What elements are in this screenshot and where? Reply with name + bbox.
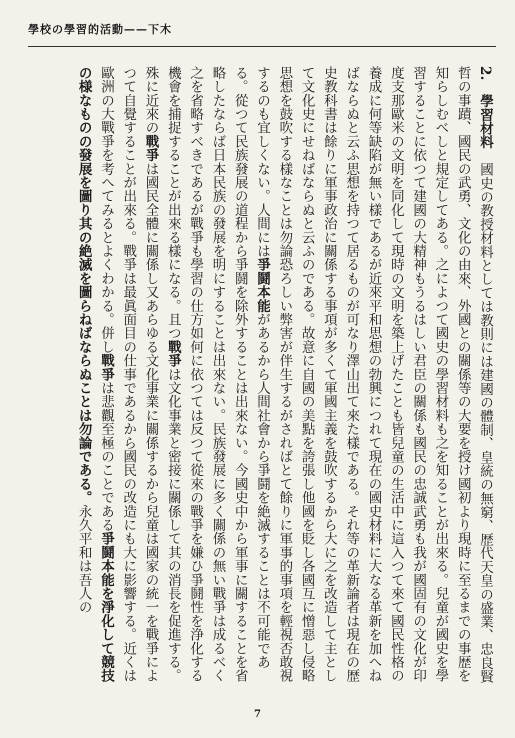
paragraph-part-g: 永久平和は吾人の: [75, 504, 92, 615]
section-title: 學習材料: [477, 94, 493, 150]
paragraph-part-d: は文化事業と密接に關係して其の消長を促進する。殊に近來の: [142, 66, 181, 683]
page-number: 7: [254, 709, 261, 720]
header-rule: [28, 46, 496, 47]
emphasis-purify-instinct: 爭鬪本能を淨化して競技の様なものの發展を圖り其の絶滅を圖らねばならぬことは勿論である。: [75, 66, 114, 683]
emphasis-war-3: 戰爭: [97, 353, 114, 382]
paragraph-part-e: は國民全體に關係し又あらゆる文化事業に關係するから兒童は國家の統一を戰爭によつて自覺することが出來る。戰爭は最眞面目の仕事であるから國民の改造にも大に影響する。近くは歐洲の大戰爭を考へてみるとよくわかる。併し: [97, 66, 159, 683]
emphasis-struggle-instinct: 爭鬪本能: [254, 257, 271, 313]
paragraph-part-f: は悲觀至極のことである: [97, 381, 114, 532]
emphasis-war-1: 戰爭: [164, 340, 181, 368]
emphasis-war-2: 戰爭: [142, 134, 159, 162]
section-number: 2.: [477, 66, 493, 81]
paragraph-part-c: があるから人間社會から爭鬪を絶滅することは不可能である。從つて民族發展の道程から爭鬪を除外することは出來ない。今國史中から軍事に關することを省略したならば日本民族の發展を明にすることは出來ない。民族發展に多く關係の無い戰爭は成るべく之を省略すべきであるが戰爭も學習の仕方如何に依つては反つて從來の戰爭を嫌ひ爭鬪性を浄化する機會を捕捉することが出來る樣になる。且つ: [164, 66, 271, 683]
running-head: 學校の學習的活動——下木: [28, 23, 172, 36]
paragraph-part-b: とて餘りに軍事的事項を輕視否敢視するのも宜しくない。人間には: [254, 66, 293, 683]
body-text: [28, 66, 496, 686]
paragraph-part-a: 國史の教授材料としては教則には建國の體制、皇統の無窮、歴代天皇の盛業、忠良賢哲の事蹟、國民の武勇、文化の由來、外國との關係等の大要を授け國初より現時に至るまでの事歴を知らしむべしと規定してある。之によつて國史の學習材料も之を知ることが出來る。兒童が國史を學習することに依つて建國の大精神もうるはしい君臣の關係も國民の忠誠武勇も我が國固有の文化が印度支那歐米の文明を同化して現時の文明を築上げたことも皆兒童の生活中に這入つて來て國民性格の養成に何等缺陷が無い樣であるが近來平和思想の勃興につれて現在の國史材料に大なる革新を加へねばならぬと云ふ思想を持つて居るものが可なり澤山出て來た樣である。それ等の革新論者は現在の歴史教科書は餘りに軍事政治に關係する事項が多くて軍國主義を鼓吹するから大に之を改造して主として文化史にせねばならぬと云ふのである。故意に自國の美點を誇張し他國を貶し各國互に憎惡し侵略思想を鼓吹する樣なことは勿論恐ろしい弊害が伴生するがされば: [276, 66, 493, 684]
